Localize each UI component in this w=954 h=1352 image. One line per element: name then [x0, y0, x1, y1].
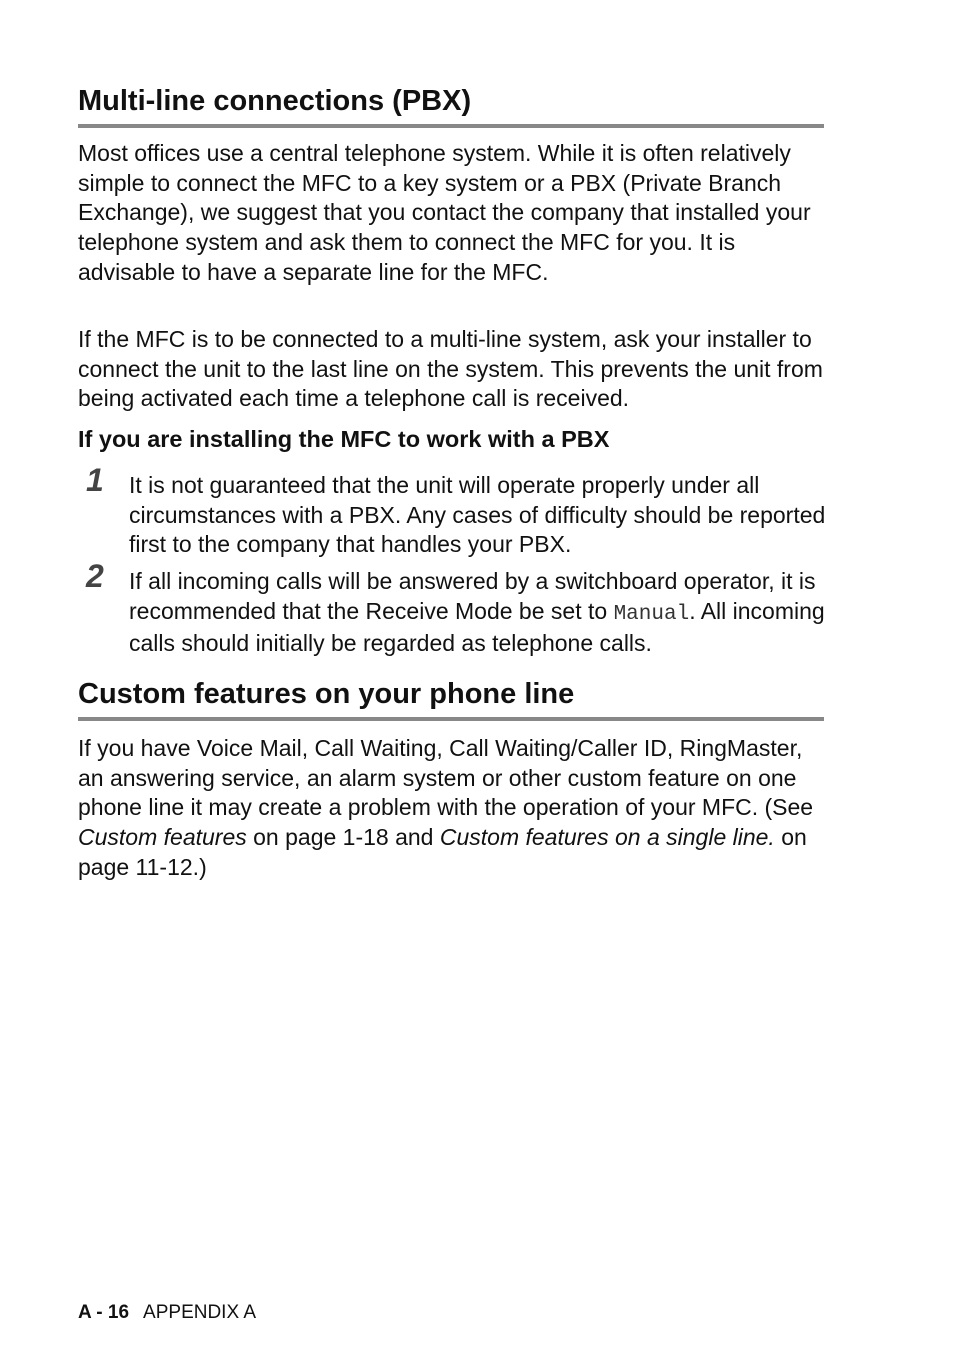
- step-text: It is not guaranteed that the unit will operate properly under all circumstances with a PBX. Any cases of difficulty should be reported first to the company that handles your PBX.: [129, 472, 826, 558]
- appendix-label: APPENDIX A: [143, 1302, 257, 1323]
- section-heading-custom-features: Custom features on your phone line: [78, 677, 824, 721]
- page-number: A - 16: [78, 1302, 130, 1323]
- cross-reference-custom-features: Custom features: [78, 824, 247, 851]
- page-footer: [78, 1301, 256, 1325]
- step-number: 2: [86, 558, 104, 594]
- step-text: [129, 567, 826, 659]
- intro-paragraph: Most offices use a central telephone system. While it is often relatively simple to connect the MFC to a key system or a PBX (Private Branch Exchange), we suggest that you contact the company that installed your telephone system and ask them to connect the MFC for you. It is advisable to have a separate line for the MFC.: [78, 140, 811, 285]
- receive-mode-value: Manual: [613, 602, 690, 626]
- subsection-heading-pbx-install: If you are installing the MFC to work with a PBX: [78, 426, 610, 452]
- paragraph-text: on page 11-12.): [78, 824, 807, 880]
- paragraph-text: on page 1-18 and: [246, 824, 440, 851]
- paragraph-text: If you have Voice Mail, Call Waiting, Call Waiting/Caller ID, RingMaster, an answering service, an alarm system or other custom feature on one phone line it may create a problem with the operation of your MFC. (See: [78, 735, 814, 821]
- multi-line-paragraph: If the MFC is to be connected to a multi-line system, ask your installer to connect the unit to the last line on the system. This prevents the unit from being activated each time a telephone call is received.: [78, 326, 823, 412]
- step-text-before: If all incoming calls will be answered by a switchboard operator, it is recommended that the Receive Mode be set to: [129, 568, 816, 624]
- section-heading-pbx: Multi-line connections (PBX): [78, 84, 824, 128]
- custom-features-paragraph: [78, 734, 824, 883]
- step-number: 1: [86, 462, 104, 498]
- cross-reference-single-line: Custom features on a single line.: [439, 824, 775, 851]
- step-text-after: . All incoming calls should initially be regarded as telephone calls.: [129, 597, 825, 657]
